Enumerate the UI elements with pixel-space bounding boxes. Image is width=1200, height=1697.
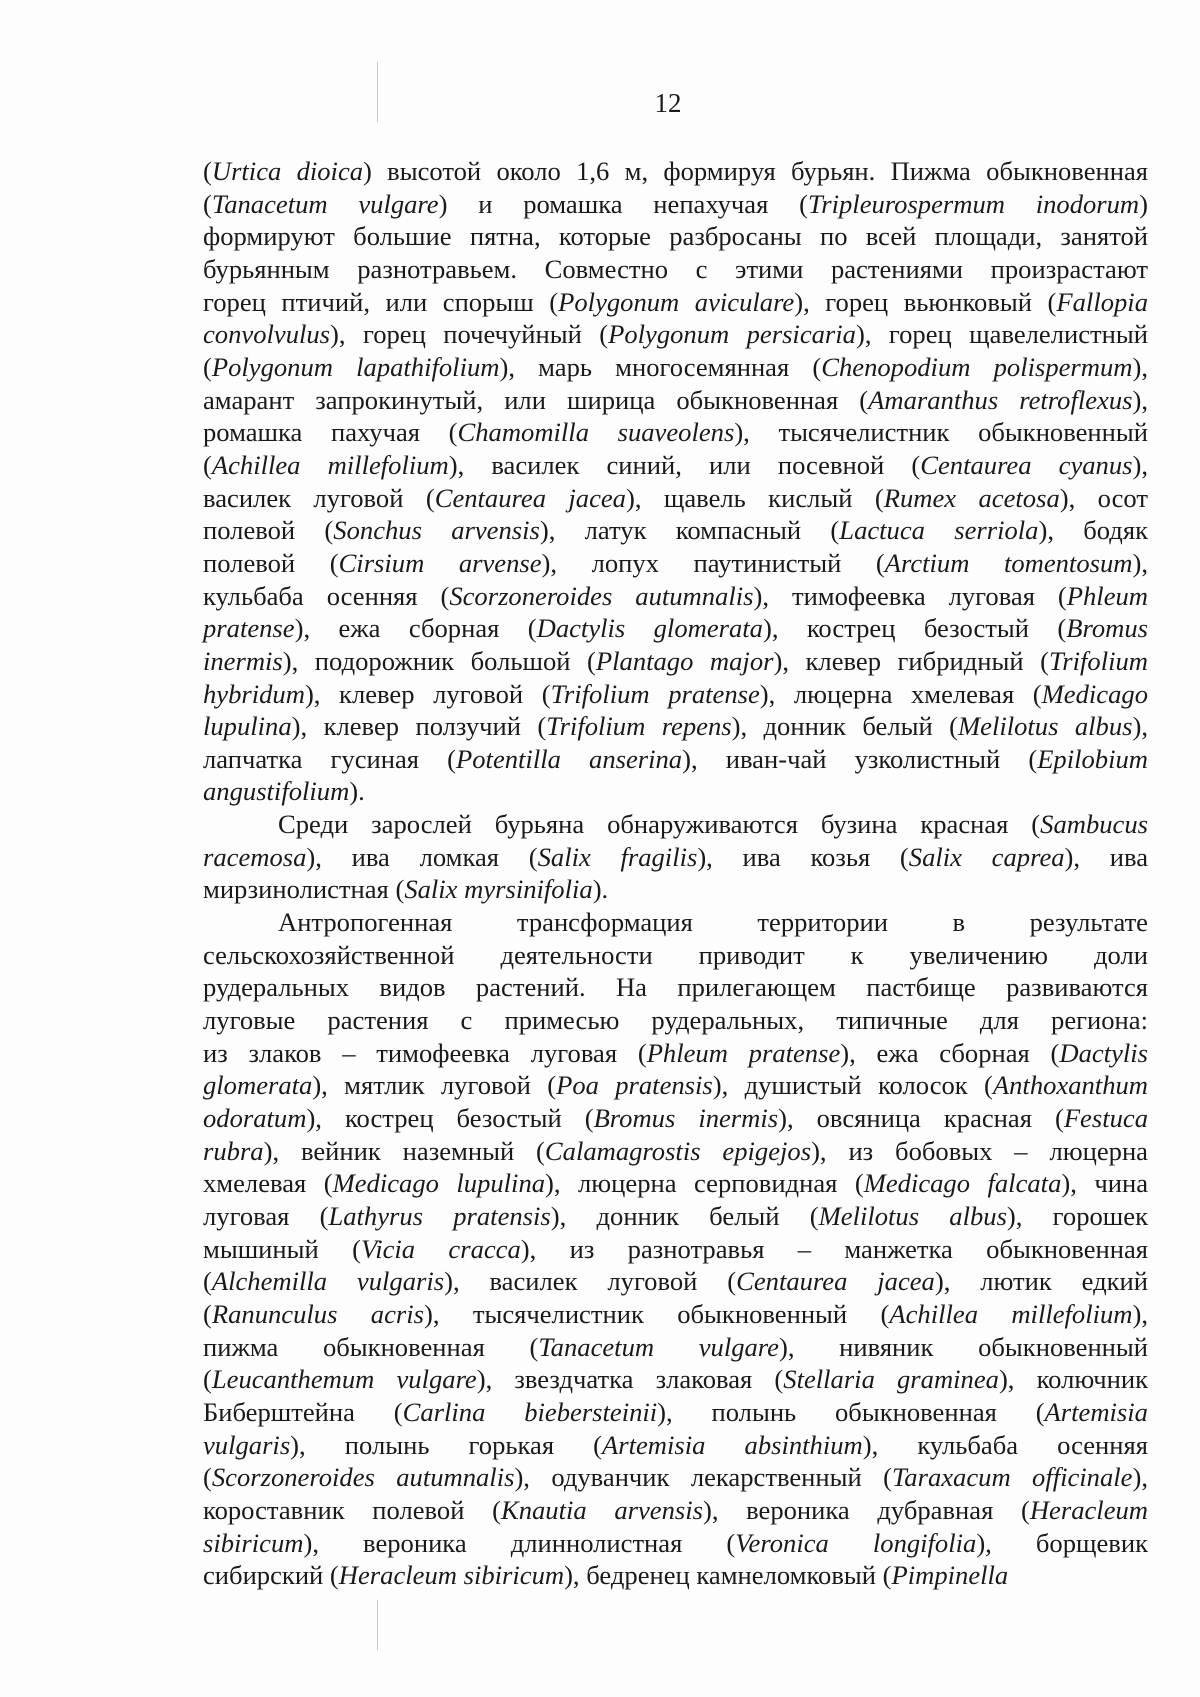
text-line: odoratum), кострец безостый (Bromus inermis), овсяница красная (Festuca xyxy=(203,1103,1148,1134)
page-number: 12 xyxy=(654,88,682,118)
text-line: полевой (Sonchus arvensis), латук компасный (Lactuca serriola), бодяк xyxy=(203,515,1148,546)
text-line: (Scorzoneroides autumnalis), одуванчик лекарственный (Taraxacum officinale), xyxy=(203,1462,1148,1493)
text-line: (Ranunculus acris), тысячелистник обыкновенный (Achillea millefolium), xyxy=(203,1298,1149,1329)
text-line: кульбаба осенняя (Scorzoneroides autumnalis), тимофеевка луговая (Phleum xyxy=(203,580,1149,611)
text-line: пижма обыкновенная (Tanacetum vulgare), нивяник обыкновенный xyxy=(203,1331,1149,1362)
scan-artifact-line xyxy=(377,1600,378,1650)
text-line: glomerata), мятлик луговой (Poa pratensis), душистый колосок (Anthoxanthum xyxy=(203,1070,1148,1101)
text-line: лапчатка гусиная (Potentilla anserina), иван-чай узколистный (Epilobium xyxy=(203,743,1148,774)
text-line: (Alchemilla vulgaris), василек луговой (Centaurea jacea), лютик едкий xyxy=(203,1266,1148,1297)
body-text xyxy=(203,155,1148,1592)
text-line: сельскохозяйственной деятельности приводит к увеличению доли xyxy=(203,939,1148,970)
text-line: полевой (Cirsium arvense), лопух паутинистый (Arctium tomentosum), xyxy=(203,547,1148,578)
text-line: рудеральных видов растений. На прилегающем пастбище развиваются xyxy=(203,972,1148,1003)
paragraph xyxy=(203,155,1148,808)
text-line: бурьянным разнотравьем. Совместно с этими растениями произрастают xyxy=(203,253,1148,284)
text-line: convolvulus), горец почечуйный (Polygonum persicaria), горец щавелелистный xyxy=(203,319,1148,350)
text-line: (Achillea millefolium), василек синий, или посевной (Centaurea cyanus), xyxy=(203,449,1149,480)
text-line: амарант запрокинутый, или ширица обыкновенная (Amaranthus retroflexus), xyxy=(203,384,1148,415)
text-line: сибирский (Heracleum sibiricum), бедренец камнеломковый (Pimpinella xyxy=(203,1560,1009,1591)
text-line: racemosa), ива ломкая (Salix fragilis), ива козья (Salix caprea), ива xyxy=(203,841,1149,872)
text-line: ромашка пахучая (Chamomilla suaveolens), тысячелистник обыкновенный xyxy=(203,417,1148,448)
text-line: sibiricum), вероника длиннолистная (Veronica longifolia), борщевик xyxy=(203,1527,1148,1558)
text-line: мирзинолистная (Salix myrsinifolia). xyxy=(203,874,609,905)
text-line: луговая (Lathyrus pratensis), донник белый (Melilotus albus), горошек xyxy=(203,1201,1148,1231)
text-line: inermis), подорожник большой (Plantago major), клевер гибридный (Trifolium xyxy=(203,645,1148,676)
text-line: (Polygonum lapathifolium), марь многосемянная (Chenopodium polispermum), xyxy=(203,351,1148,382)
text-line: формируют большие пятна, которые разбросаны по всей площади, занятой xyxy=(203,221,1148,252)
text-line: Биберштейна (Carlina biebersteinii), полынь обыкновенная (Artemisia xyxy=(203,1396,1148,1427)
text-line: vulgaris), полынь горькая (Artemisia absinthium), кульбаба осенняя xyxy=(203,1429,1148,1460)
text-line: (Leucanthemum vulgare), звездчатка злаковая (Stellaria graminea), колючник xyxy=(203,1364,1149,1395)
text-line: луговые растения с примесью рудеральных, типичные для региона: xyxy=(203,1005,1148,1036)
paragraph xyxy=(203,808,1148,906)
text-line: lupulina), клевер ползучий (Trifolium repens), донник белый (Melilotus albus), xyxy=(203,711,1148,742)
text-line: angustifolium). xyxy=(203,776,365,807)
text-line: Среди зарослей бурьяна обнаруживаются бузина красная (Sambucus xyxy=(278,809,1148,840)
text-line: (Tanacetum vulgare) и ромашка непахучая (Tripleurospermum inodorum) xyxy=(203,188,1149,219)
paragraph xyxy=(203,906,1148,1592)
text-line: pratense), ежа сборная (Dactylis glomerata), кострец безостый (Bromus xyxy=(203,613,1149,644)
text-line: василек луговой (Centaurea jacea), щавель кислый (Rumex acetosa), осот xyxy=(203,482,1148,513)
text-line: Антропогенная трансформация территории в результате xyxy=(278,907,1148,938)
text-line: hybridum), клевер луговой (Trifolium pratense), люцерна хмелевая (Medicago xyxy=(203,678,1148,709)
text-line: короставник полевой (Knautia arvensis), вероника дубравная (Heracleum xyxy=(203,1494,1148,1525)
text-line: rubra), вейник наземный (Calamagrostis epigejos), из бобовых – люцерна xyxy=(203,1135,1148,1166)
text-line: горец птичий, или спорыш (Polygonum aviculare), горец вьюнковый (Fallopia xyxy=(203,286,1148,317)
text-line: хмелевая (Medicago lupulina), люцерна серповидная (Medicago falcata), чина xyxy=(203,1168,1148,1199)
text-line: из злаков – тимофеевка луговая (Phleum pratense), ежа сборная (Dactylis xyxy=(203,1037,1148,1068)
text-line: (Urtica dioica) высотой около 1,6 м, формируя бурьян. Пижма обыкновенная xyxy=(203,156,1148,186)
text-line: мышиный (Vicia cracca), из разнотравья – манжетка обыкновенная xyxy=(203,1233,1149,1264)
